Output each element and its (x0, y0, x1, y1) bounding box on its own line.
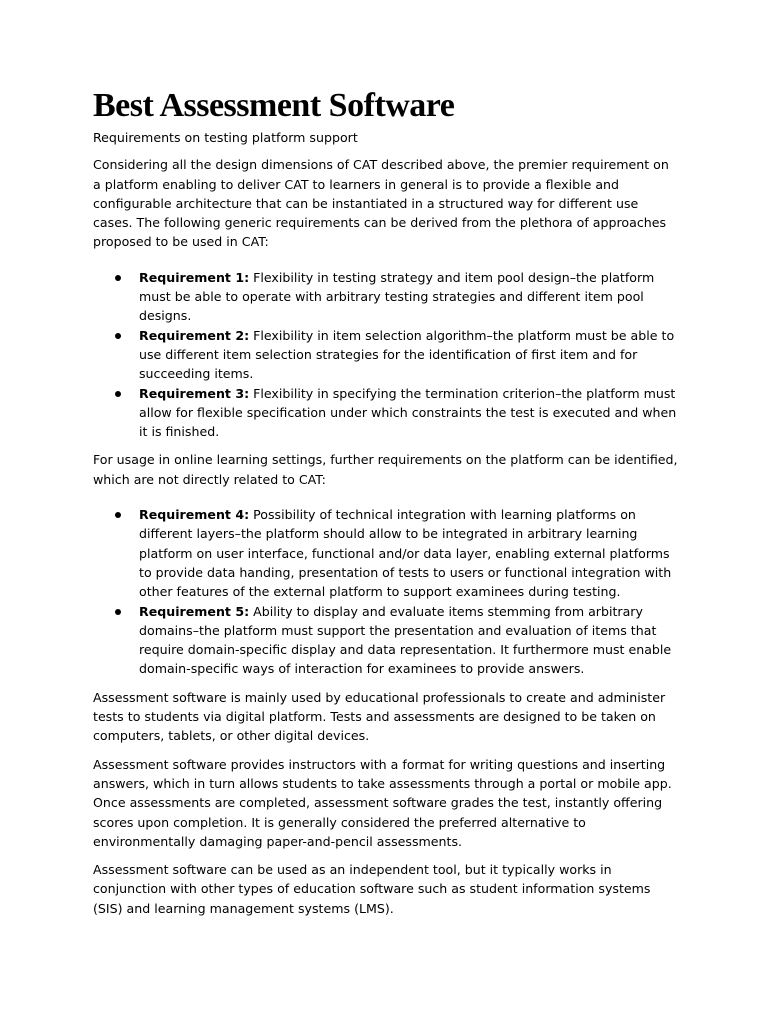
list-spacer (93, 498, 678, 505)
requirement-text: Flexibility in item selection algorithm–the platform must be able to use different item selection strategies for the identification of first item and for succeeding items. (139, 327, 675, 382)
page-subtitle: Requirements on testing platform support (93, 130, 358, 145)
list-item (93, 268, 678, 326)
bullet-icon (115, 609, 121, 615)
body-paragraph: Assessment software can be used as an independent tool, but it typically works in conjunction with other types of education software such as student information systems (SIS) and learning management systems (LMS). (93, 862, 651, 916)
list-item (93, 602, 678, 679)
intro-paragraph: Considering all the design dimensions of CAT described above, the premier requirement on a platform enabling to deliver CAT to learners in general is to provide a flexible and configurable architecture that can be instantiated in a structured way for different use cases. The following generic requirements can be derived from the plethora of approaches proposed to be used in CAT: (93, 157, 669, 250)
online-requirements-list (93, 505, 678, 679)
page-title: Best Assessment Software (93, 87, 455, 124)
body-paragraph: Assessment software is mainly used by educational professionals to create and administer tests to students via digital platform. Tests and assessments are designed to be taken on computers, tablets, or other digital devices. (93, 689, 666, 744)
requirement-label: Requirement 3: (139, 385, 250, 401)
requirement-text: Flexibility in specifying the termination criterion–the platform must allow for flexible specification under which constraints the test is executed and when it is finished. (139, 385, 677, 440)
requirement-text: Ability to display and evaluate items stemming from arbitrary domains–the platform must support the presentation and evaluation of items that require domain-specific display and data representation. It furthermore must enable domain-specific ways of interaction for examinees to provide answers. (139, 603, 672, 677)
requirement-label: Requirement 2: (139, 327, 250, 343)
bullet-icon (115, 391, 121, 397)
document-page (93, 86, 678, 927)
list-spacer (93, 261, 678, 268)
list-item (93, 384, 678, 442)
requirement-text: Possibility of technical integration with learning platforms on different layers–the platform should allow to be integrated in arbitrary learning platform on user interface, functional and/or data layer, enabling external platforms to provide data handing, presentation of tests to users or functional integration with other features of the external platform to support examinees during testing. (139, 507, 672, 600)
requirement-label: Requirement 4: (139, 507, 250, 523)
list-item (93, 326, 678, 384)
body-paragraph: Assessment software provides instructors with a format for writing questions and inserting answers, which in turn allows students to take assessments through a portal or mobile app. Once assessments are completed, assessment software grades the test, instantly offering scores upon completion. It is generally considered the preferred alternative to environmentally damaging paper-and-pencil assessments. (93, 756, 672, 849)
bullet-icon (115, 275, 121, 281)
requirement-text: Flexibility in testing strategy and item pool design–the platform must be able to operate with arbitrary testing strategies and different item pool designs. (139, 269, 655, 324)
requirement-label: Requirement 5: (139, 603, 250, 619)
cat-requirements-list (93, 268, 678, 442)
online-learning-paragraph: For usage in online learning settings, further requirements on the platform can be identified, which are not directly related to CAT: (93, 452, 678, 487)
list-item (93, 505, 678, 601)
requirement-label: Requirement 1: (139, 269, 250, 285)
bullet-icon (115, 333, 121, 339)
bullet-icon (115, 512, 121, 518)
